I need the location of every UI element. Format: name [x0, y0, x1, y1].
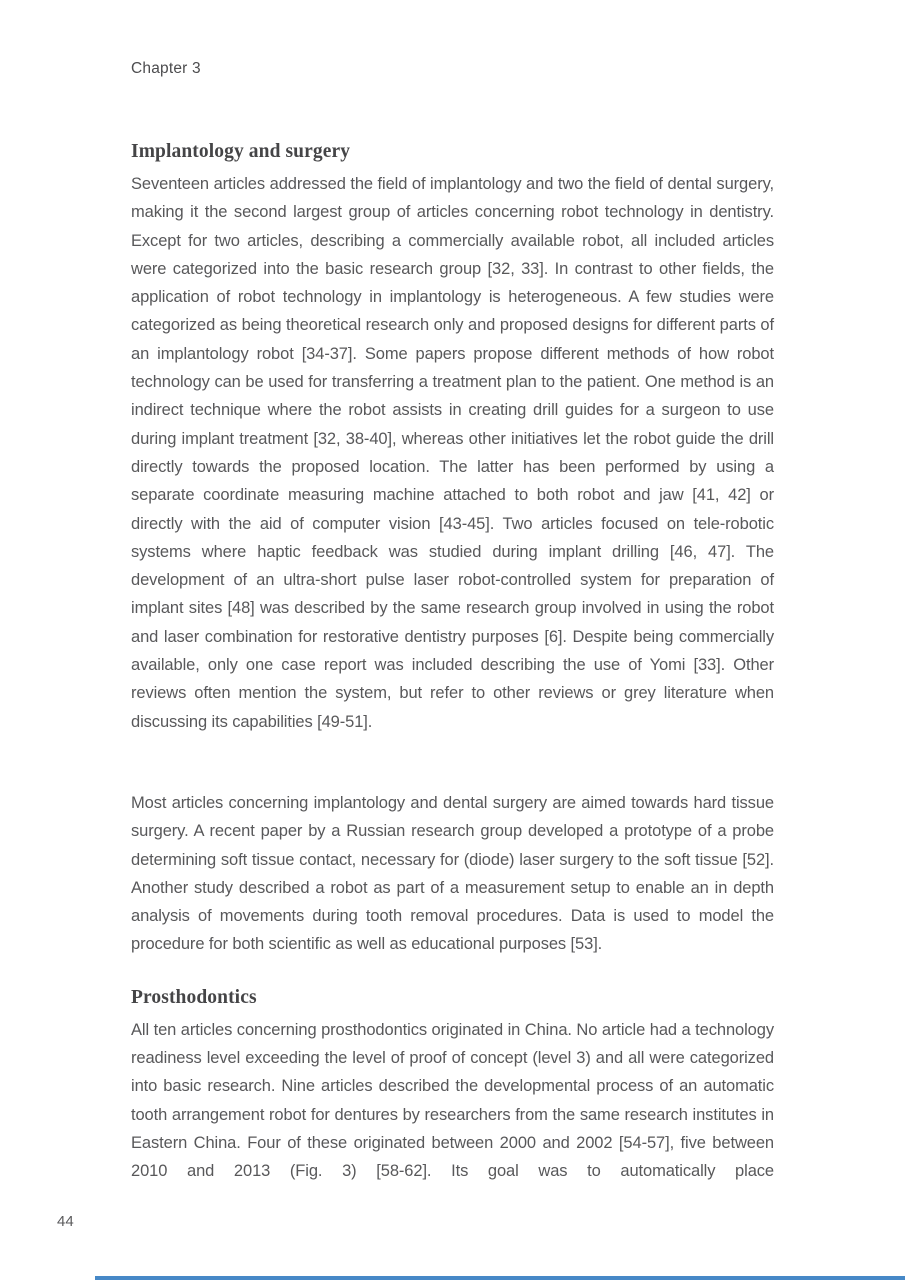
page-number: 44 [57, 1213, 74, 1230]
page-content [131, 140, 774, 1186]
body-paragraph: Most articles concerning implantology and dental surgery are aimed towards hard tissue surgery. A recent paper by a Russian research group developed a prototype of a probe determining soft tissue contact, necessary for (diode) laser surgery to the soft tissue [52]. Another study described a robot as part of a measurement setup to enable an in depth analysis of movements during tooth removal procedures. Data is used to model the procedure for both scientific as well as educational purposes [53]. [131, 793, 774, 954]
chapter-header: Chapter 3 [131, 60, 201, 77]
section-heading-prosthodontics: Prosthodontics [131, 986, 257, 1008]
body-paragraph: All ten articles concerning prosthodontics originated in China. No article had a technology readiness level exceeding the level of proof of concept (level 3) and all were categorized into basic research. Nine articles described the developmental process of an automatic tooth arrangement robot for dentures by researchers from the same research institutes in Eastern China. Four of these originated between 2000 and 2002 [54-57], five between 2010 and 2013 (Fig. 3) [58-62]. Its goal was to automatically place [131, 1020, 774, 1181]
footer-rule [95, 1276, 905, 1280]
body-paragraph: Seventeen articles addressed the field of implantology and two the field of dental surgery, making it the second largest group of articles concerning robot technology in dentistry. Except for two articles, describing a commercially available robot, all included articles were categorized into the basic research group [32, 33]. In contrast to other fields, the application of robot technology in implantology is heterogeneous. A few studies were categorized as being theoretical research only and proposed designs for different parts of an implantology robot [34-37]. Some papers propose different methods of how robot technology can be used for transferring a treatment plan to the patient. One method is an indirect technique where the robot assists in creating drill guides for a surgeon to use during implant treatment [32, 38-40], whereas other initiatives let the robot guide the drill directly towards the proposed location. The latter has been performed by using a separate coordinate measuring machine attached to both robot and jaw [41, 42] or directly with the aid of computer vision [43-45]. Two articles focused on tele-robotic systems where haptic feedback was studied during implant drilling [46, 47]. The development of an ultra-short pulse laser robot-controlled system for preparation of implant sites [48] was described by the same research group involved in using the robot and laser combination for restorative dentistry purposes [6]. Despite being commercially available, only one case report was included describing the use of Yomi [33]. Other reviews often mention the system, but refer to other reviews or grey literature when discussing its capabilities [49-51]. [131, 175, 774, 731]
section-heading-implantology: Implantology and surgery [131, 141, 351, 162]
